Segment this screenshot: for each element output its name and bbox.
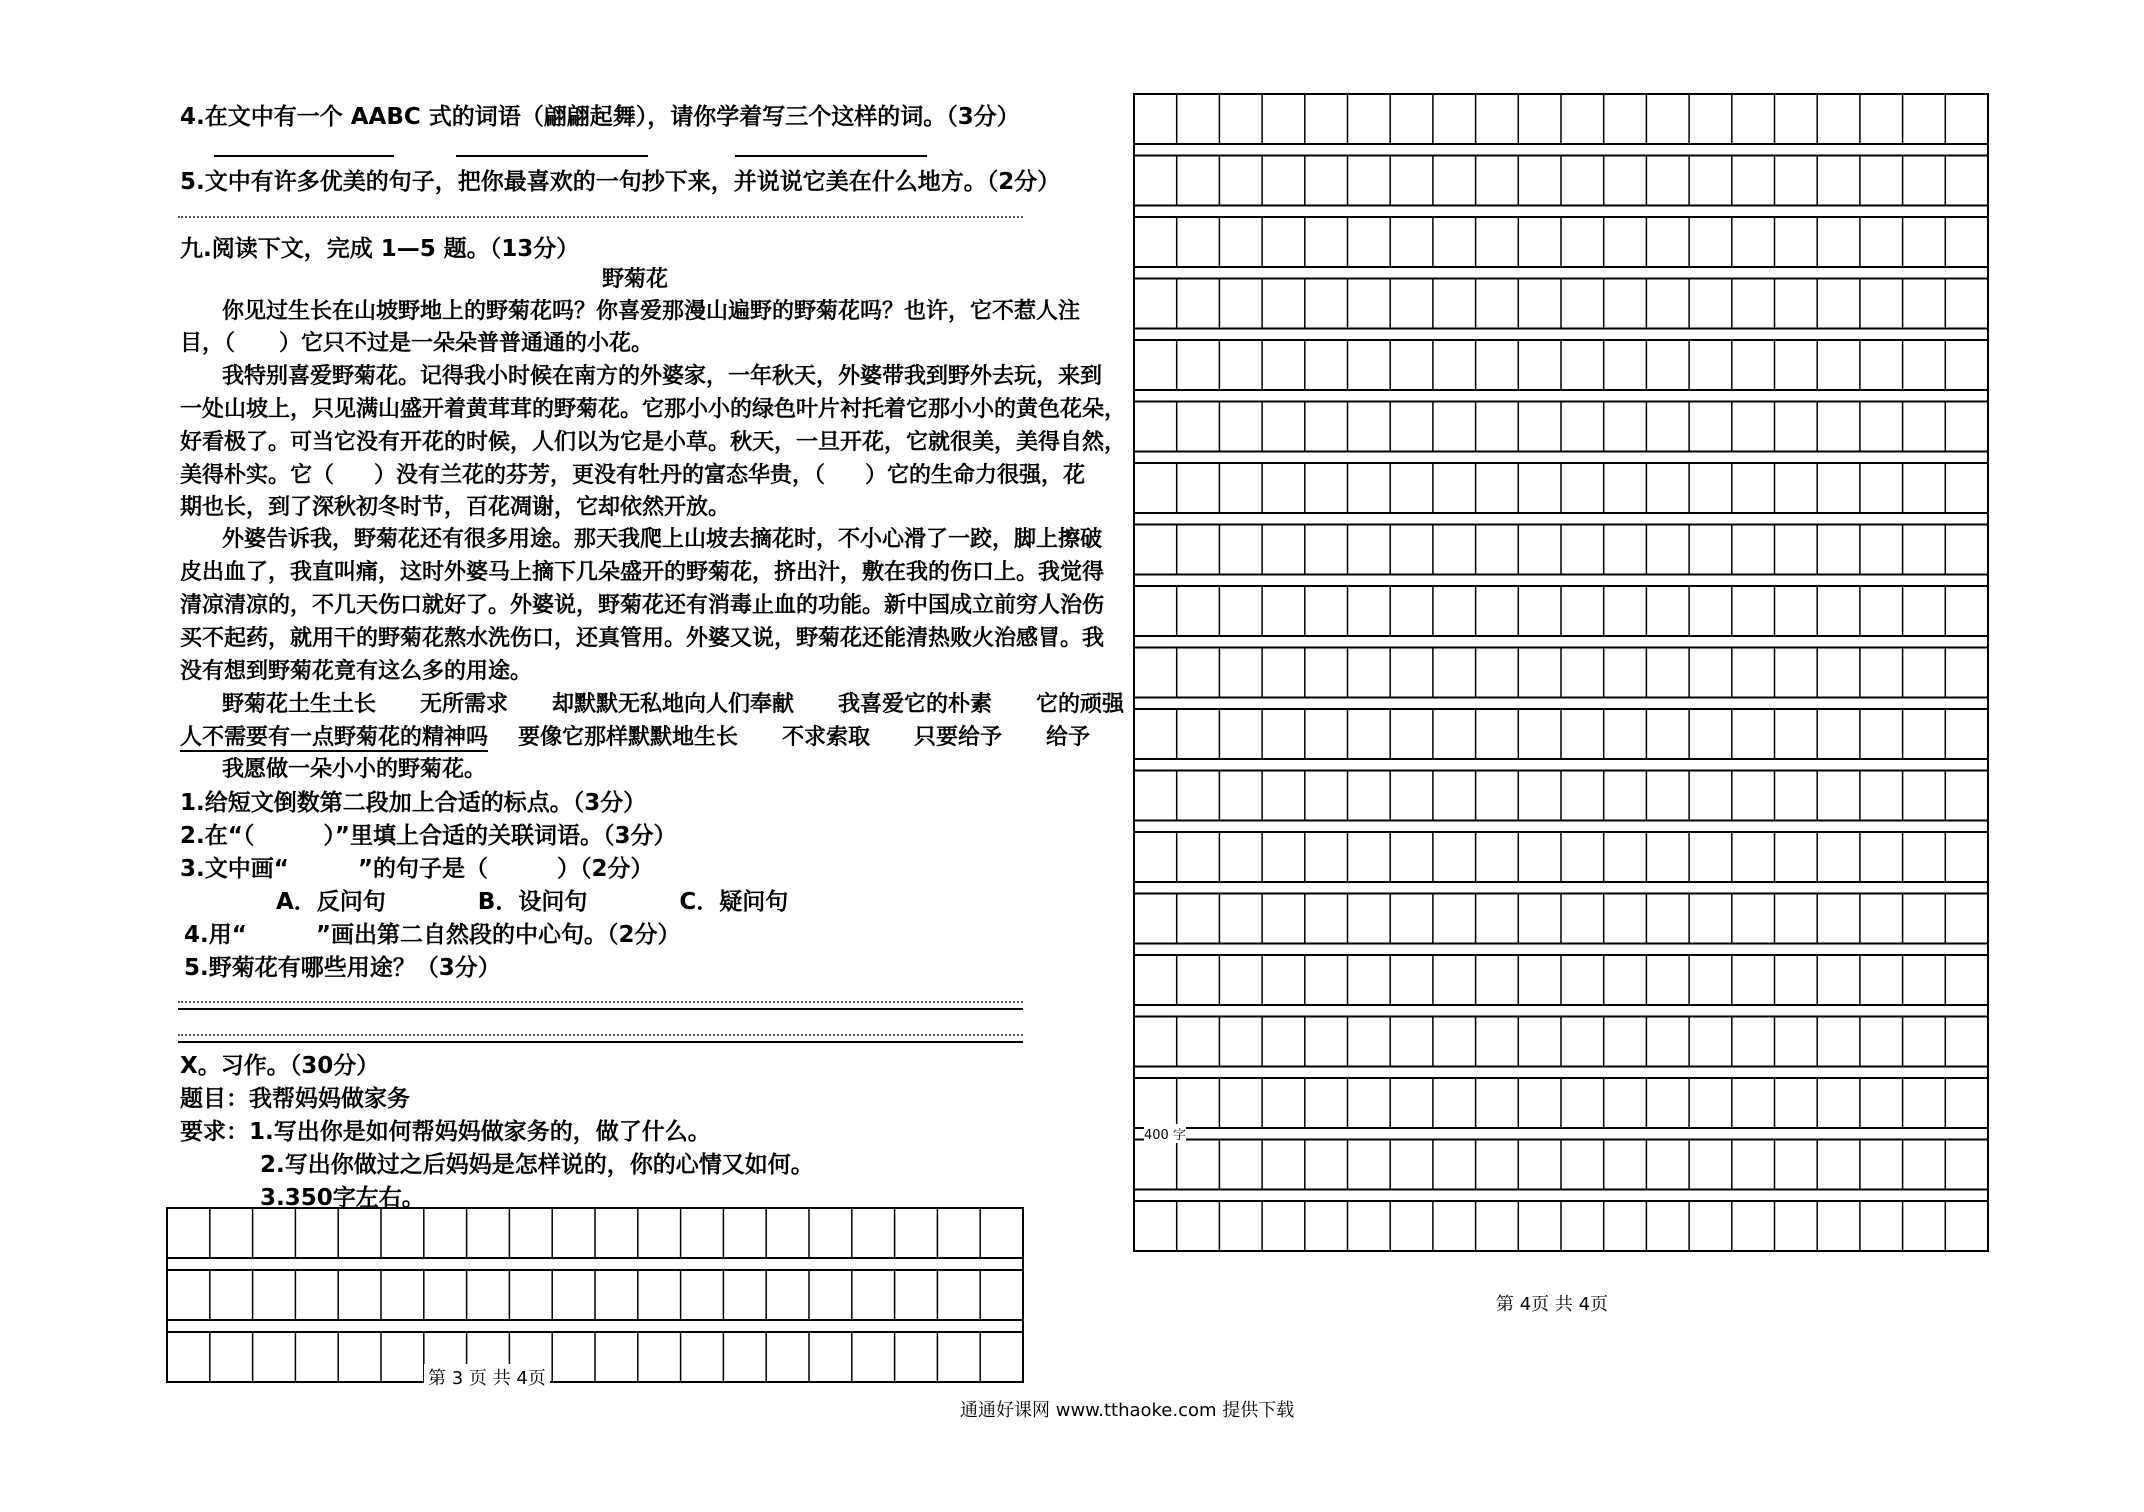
reading-question-4: 4.用“ ”画出第二自然段的中心句。（2分） [184,922,681,948]
page-number-left: 第 3 页 共 4页 [424,1364,550,1390]
reading-question-3: 3.文中画“ ”的句子是（ ）（2分） [180,856,654,882]
passage-line: 没有想到野菊花竟有这么多的用途。 [180,659,533,684]
passage-line: 一处山坡上，只见满山盛开着黄茸茸的野菊花。它那小小的绿色叶片衬托着它那小小的黄色花朵， [180,397,1127,422]
passage-line: 外婆告诉我，野菊花还有很多用途。那天我爬上山坡去摘花时，不小心滑了一跤，脚上擦破 [222,527,1103,552]
passage-line: 皮出血了，我直叫痛，这时外婆马上摘下几朵盛开的野菊花，挤出汁，敷在我的伤口上。我觉得 [180,560,1105,585]
answer-line-r5[interactable] [178,1034,1023,1036]
passage-line: 清凉清凉的，不几天伤口就好了。外婆说，野菊花还有消毒止血的功能。新中国成立前穷人治伤 [180,593,1105,618]
composition-requirement: 要求：1.写出你是如何帮妈妈做家务的，做了什么。 [180,1119,711,1145]
passage-line: 你见过生长在山坡野地上的野菊花吗？你喜爱那漫山遍野的野菊花吗？也许，它不惹人注 [222,299,1081,324]
section-9-heading: 九.阅读下文，完成 1—5 题。（13分） [180,236,580,262]
passage-line: 我特别喜爱野菊花。记得我小时候在南方的外婆家，一年秋天，外婆带我到野外去玩，来到 [222,364,1103,389]
reading-question-3-options: A．反问句 B．设问句 C．疑问句 [276,889,789,915]
divider [178,1041,1023,1043]
composition-requirement: 3.350字左右。 [260,1185,425,1211]
reading-question-2: 2.在“（ ）”里填上合适的关联词语。（3分） [180,823,677,849]
question-5: 5.文中有许多优美的句子，把你最喜欢的一句抄下来，并说说它美在什么地方。（2分） [180,169,1061,195]
footer-text: 通通好课网 www.tthaoke.com 提供下载 [960,1400,1295,1421]
reading-question-1: 1.给短文倒数第二段加上合适的标点。（3分） [180,790,647,816]
writing-grid-left[interactable] [166,1207,1024,1393]
passage-line: 人不需要有一点野菊花的精神吗 要像它那样默默地生长 不求索取 只要给予 给予 [180,725,1091,750]
word-count-marker: 400 字 [1144,1124,1186,1143]
answer-blank-1[interactable] [214,155,394,157]
divider [178,1008,1023,1010]
passage-line: 美得朴实。它（ ）没有兰花的芬芳，更没有牡丹的富态华贵，（ ）它的生命力很强，花 [180,463,1086,488]
reading-question-5: 5.野菊花有哪些用途？（3分） [184,955,501,981]
writing-grid-right[interactable] [1133,93,1989,1265]
answer-blank-2[interactable] [456,155,648,157]
passage-line: 买不起药，就用干的野菊花熬水洗伤口，还真管用。外婆又说，野菊花还能清热败火治感冒。我 [180,626,1105,651]
answer-line-q5[interactable] [178,216,1023,218]
passage-line: 我愿做一朵小小的野菊花。 [222,757,487,782]
passage-line: 好看极了。可当它没有开花的时候，人们以为它是小草。秋天，一旦开花，它就很美，美得自然， [180,430,1127,455]
page-number-right: 第 4页 共 4页 [1496,1294,1609,1315]
answer-line-r5[interactable] [178,1001,1023,1003]
composition-topic: 题目：我帮妈妈做家务 [180,1086,410,1112]
composition-requirement: 2.写出你做过之后妈妈是怎样说的，你的心情又如何。 [260,1152,814,1178]
passage-line: 野菊花土生土长 无所需求 却默默无私地向人们奉献 我喜爱它的朴素 它的顽强 [222,692,1125,717]
passage-line: 期也长，到了深秋初冬时节，百花凋谢，它却依然开放。 [180,495,731,520]
passage-line: 目，（ ）它只不过是一朵朵普普通通的小花。 [180,331,654,356]
question-4: 4.在文中有一个 AABC 式的词语（翩翩起舞），请你学着写三个这样的词。（3分） [180,104,1020,130]
passage-title: 野菊花 [602,267,669,292]
section-10-heading: X。习作。（30分） [180,1053,380,1079]
answer-blank-3[interactable] [735,155,927,157]
